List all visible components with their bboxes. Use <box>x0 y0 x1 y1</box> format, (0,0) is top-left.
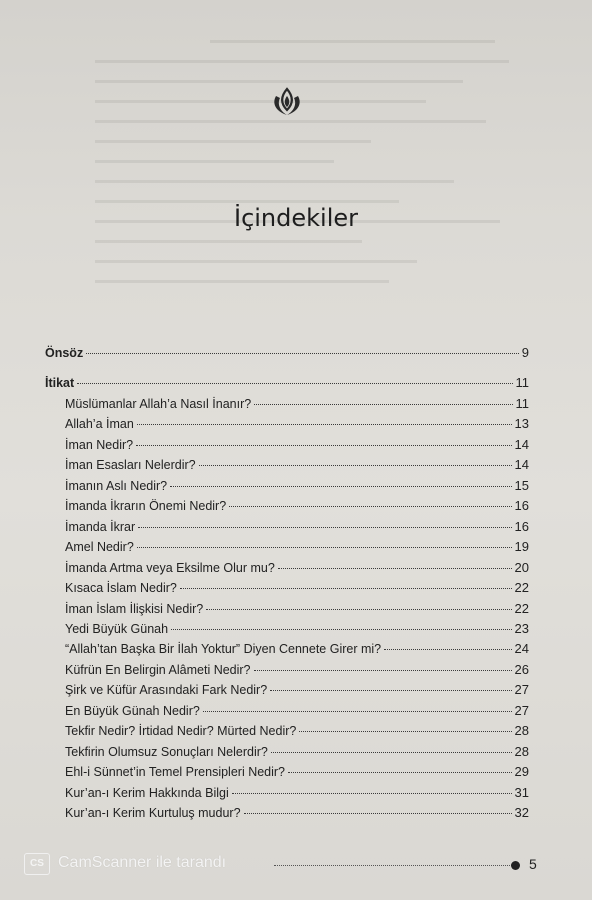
dot-leader <box>229 506 511 507</box>
dot-leader <box>137 547 512 548</box>
dot-leader <box>203 711 512 712</box>
dot-leader <box>86 353 519 354</box>
toc-entry-label: Amel Nedir? <box>65 540 134 555</box>
toc-entry-label: İman Esasları Nelerdir? <box>65 458 196 473</box>
toc-entry[interactable] <box>65 580 529 600</box>
toc-entry-page: 16 <box>514 498 529 514</box>
toc-entry[interactable] <box>65 601 529 621</box>
bleed-through-background <box>95 40 555 340</box>
toc-entry-page: 16 <box>514 518 529 534</box>
toc-entry[interactable] <box>65 662 529 682</box>
toc-entry-label: “Allah’tan Başka Bir İlah Yoktur” Diyen Cennete Girer mi? <box>65 642 382 657</box>
toc-entry[interactable] <box>65 396 529 416</box>
toc-entry-page: 27 <box>514 702 529 718</box>
toc-entry[interactable] <box>65 764 529 784</box>
toc-entry-label: İmanın Aslı Nedir? <box>65 478 168 493</box>
toc-entry[interactable] <box>65 621 529 641</box>
footer-dot-leader <box>274 865 514 866</box>
toc-entry-page: 27 <box>514 682 529 698</box>
dot-leader <box>299 731 511 732</box>
dot-leader <box>199 465 512 466</box>
toc-entry-page: 15 <box>514 477 529 493</box>
toc-entry[interactable] <box>65 478 529 498</box>
toc-entry-page: 19 <box>514 539 529 555</box>
dot-leader <box>170 486 511 487</box>
dot-leader <box>384 649 511 650</box>
publisher-logo-icon <box>271 87 303 117</box>
toc-section-entry[interactable] <box>45 375 529 395</box>
dot-leader <box>271 752 512 753</box>
dot-leader <box>180 588 512 589</box>
toc-entry-label: İmanda İkrar <box>65 519 136 534</box>
camscanner-logo-icon: CS <box>24 853 50 875</box>
toc-entry-label: Tekfir Nedir? İrtidad Nedir? Mürted Nedir? <box>65 724 297 739</box>
toc-entry-label: Kur’an-ı Kerim Hakkında Bilgi <box>65 785 229 800</box>
toc-entry-page: 20 <box>514 559 529 575</box>
toc-entry[interactable] <box>65 682 529 702</box>
dot-leader <box>288 772 512 773</box>
toc-entry[interactable] <box>65 805 529 825</box>
toc-entry[interactable] <box>65 744 529 764</box>
toc-entry[interactable] <box>65 437 529 457</box>
toc-entry-page: 26 <box>514 661 529 677</box>
toc-entry-page: 11 <box>515 396 529 411</box>
toc-entry-label: Ehl-i Sünnet’in Temel Prensipleri Nedir? <box>65 765 286 780</box>
toc-entry-label: Yedi Büyük Günah <box>65 621 169 636</box>
dot-leader <box>254 404 512 405</box>
toc-entry-page: 9 <box>521 345 529 360</box>
toc-entry-page: 28 <box>514 723 529 739</box>
toc-entry-page: 31 <box>514 784 529 800</box>
dot-leader <box>136 445 511 446</box>
dot-leader <box>137 424 512 425</box>
dot-leader <box>244 813 512 814</box>
toc-entry-page: 22 <box>514 600 529 616</box>
dot-leader <box>206 609 511 610</box>
toc-section-entry[interactable] <box>45 345 529 365</box>
toc-entry-label: En Büyük Günah Nedir? <box>65 703 200 718</box>
toc-entry-label: Önsöz <box>45 346 84 360</box>
toc-entry-label: Küfrün En Belirgin Alâmeti Nedir? <box>65 662 251 677</box>
toc-entry-page: 29 <box>514 764 529 780</box>
toc-entry[interactable] <box>65 785 529 805</box>
toc-entry-label: Allah’a İman <box>65 417 134 432</box>
toc-entry-page: 28 <box>514 743 529 759</box>
toc-entry-page: 23 <box>514 620 529 636</box>
toc-entry[interactable] <box>65 539 529 559</box>
toc-entry[interactable] <box>65 560 529 580</box>
toc-entry[interactable] <box>65 457 529 477</box>
dot-leader <box>278 568 512 569</box>
toc-entry[interactable] <box>65 519 529 539</box>
page-title: İçindekiler <box>233 204 359 232</box>
dot-leader <box>171 629 511 630</box>
scanner-watermark: CamScanner ile tarandı <box>58 854 227 871</box>
page-footer <box>24 853 537 877</box>
toc-entry-page: 11 <box>515 375 529 390</box>
dot-leader <box>254 670 512 671</box>
toc-entry-label: Kısaca İslam Nedir? <box>65 581 177 596</box>
toc-entry-page: 14 <box>514 436 529 452</box>
toc-entry-label: İmanda Artma veya Eksilme Olur mu? <box>65 560 275 575</box>
page-number: 5 <box>529 856 537 872</box>
toc-entry-label: İmanda İkrarın Önemi Nedir? <box>65 499 227 514</box>
toc-entry-page: 13 <box>514 416 529 432</box>
toc-entry-page: 14 <box>514 457 529 473</box>
toc-entry-label: Şirk ve Küfür Arasındaki Fark Nedir? <box>65 683 268 698</box>
toc-entry-label: İman İslam İlişkisi Nedir? <box>65 601 204 616</box>
footer-bullet-icon <box>511 861 520 870</box>
dot-leader <box>270 690 511 691</box>
toc-entry[interactable] <box>65 416 529 436</box>
toc-entry-label: Kur’an-ı Kerim Kurtuluş mudur? <box>65 806 241 820</box>
toc-entry-label: Müslümanlar Allah’a Nasıl İnanır? <box>65 397 252 411</box>
toc-entry-label: Tekfirin Olumsuz Sonuçları Nelerdir? <box>65 744 268 759</box>
toc-entry-page: 24 <box>514 641 529 657</box>
toc-entry[interactable] <box>65 703 529 723</box>
toc-entry[interactable] <box>65 498 529 518</box>
toc-entry[interactable] <box>65 641 529 661</box>
toc-entry-page: 22 <box>514 580 529 596</box>
dot-leader <box>138 527 511 528</box>
dot-leader <box>77 383 512 384</box>
dot-leader <box>232 793 512 794</box>
toc-entry-page: 32 <box>514 805 529 820</box>
toc-entry-label: İtikat <box>45 376 75 390</box>
toc-entry-label: İman Nedir? <box>65 437 134 452</box>
toc-entry[interactable] <box>65 723 529 743</box>
